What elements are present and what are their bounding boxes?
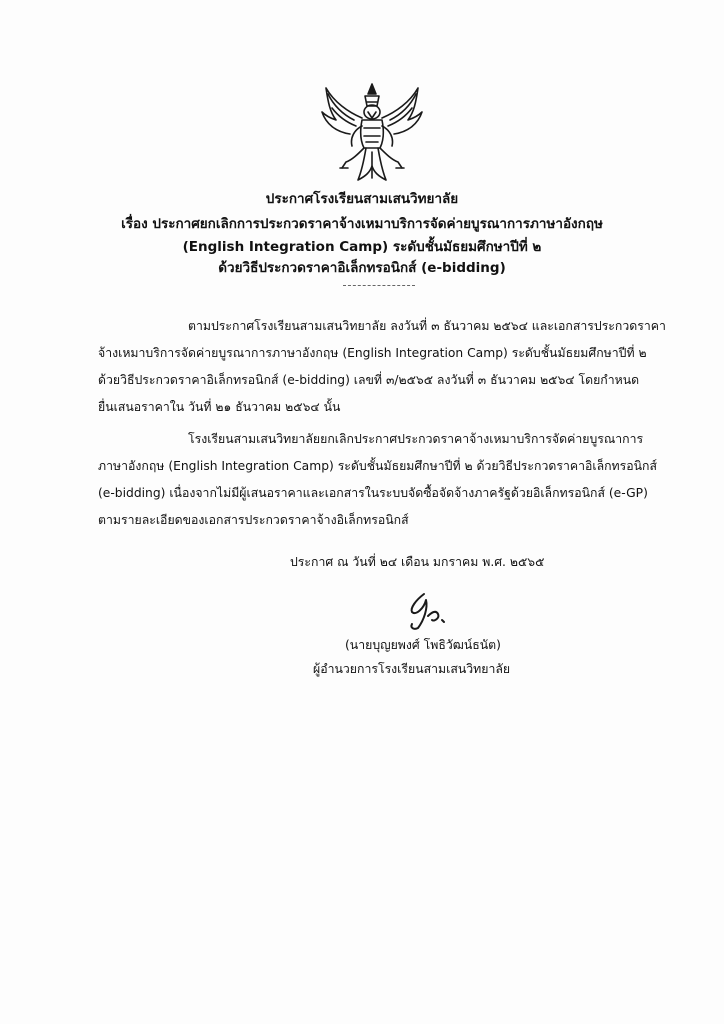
signatory-position: ผู้อำนวยการโรงเรียนสามเสนวิทยาลัย: [313, 662, 511, 676]
garuda-emblem-icon: [318, 82, 426, 188]
paragraph2-line: โรงเรียนสามเสนวิทยาลัยยกเลิกประกาศประกวดราคาจ้างเหมาบริการจัดค่ายบูรณาการ: [188, 432, 644, 446]
divider: [343, 285, 415, 286]
paragraph2-line: ตามรายละเอียดของเอกสารประกวดราคาจ้างอิเล็กทรอนิกส์: [98, 513, 409, 527]
paragraph2-line: (e-bidding) เนื่องจากไม่มีผู้เสนอราคาและเอกสารในระบบจัดซื้อจัดจ้างภาครัฐด้วยอิเล็กทรอนิกส์ (e-GP): [98, 486, 648, 500]
paragraph1-line: ยื่นเสนอราคาใน วันที่ ๒๑ ธันวาคม ๒๕๖๔ นั้น: [98, 400, 341, 414]
paragraph1-line: ตามประกาศโรงเรียนสามเสนวิทยาลัย ลงวันที่ ๓ ธันวาคม ๒๕๖๔ และเอกสารประกวดราคา: [188, 319, 666, 333]
announcement-title: ประกาศโรงเรียนสามเสนวิทยาลัย: [265, 191, 459, 207]
subject-line-1: เรื่อง ประกาศยกเลิกการประกวดราคาจ้างเหมาบริการจัดค่ายบูรณาการภาษาอังกฤษ: [121, 216, 603, 232]
subject-line-3: ด้วยวิธีประกวดราคาอิเล็กทรอนิกส์ (e-bidding): [218, 260, 506, 276]
signature-mark: [398, 590, 458, 632]
announce-date: ประกาศ ณ วันที่ ๒๔ เดือน มกราคม พ.ศ. ๒๕๖๕: [290, 555, 545, 569]
paragraph1-line: จ้างเหมาบริการจัดค่ายบูรณาการภาษาอังกฤษ (English Integration Camp) ระดับชั้นมัธยมศึกษาปีที่ ๒: [98, 346, 647, 360]
signatory-name: (นายบุญยพงศ์ โพธิวัฒน์ธนัต): [345, 638, 501, 652]
paragraph2-line: ภาษาอังกฤษ (English Integration Camp) ระดับชั้นมัธยมศึกษาปีที่ ๒ ด้วยวิธีประกวดราคาอิเล็กทรอนิกส์: [98, 459, 657, 473]
paragraph1-line: ด้วยวิธีประกวดราคาอิเล็กทรอนิกส์ (e-bidding) เลขที่ ๓/๒๕๖๕ ลงวันที่ ๓ ธันวาคม ๒๕๖๔ โดยกำหนด: [98, 373, 640, 387]
subject-line-2: (English Integration Camp) ระดับชั้นมัธยมศึกษาปีที่ ๒: [182, 239, 542, 255]
